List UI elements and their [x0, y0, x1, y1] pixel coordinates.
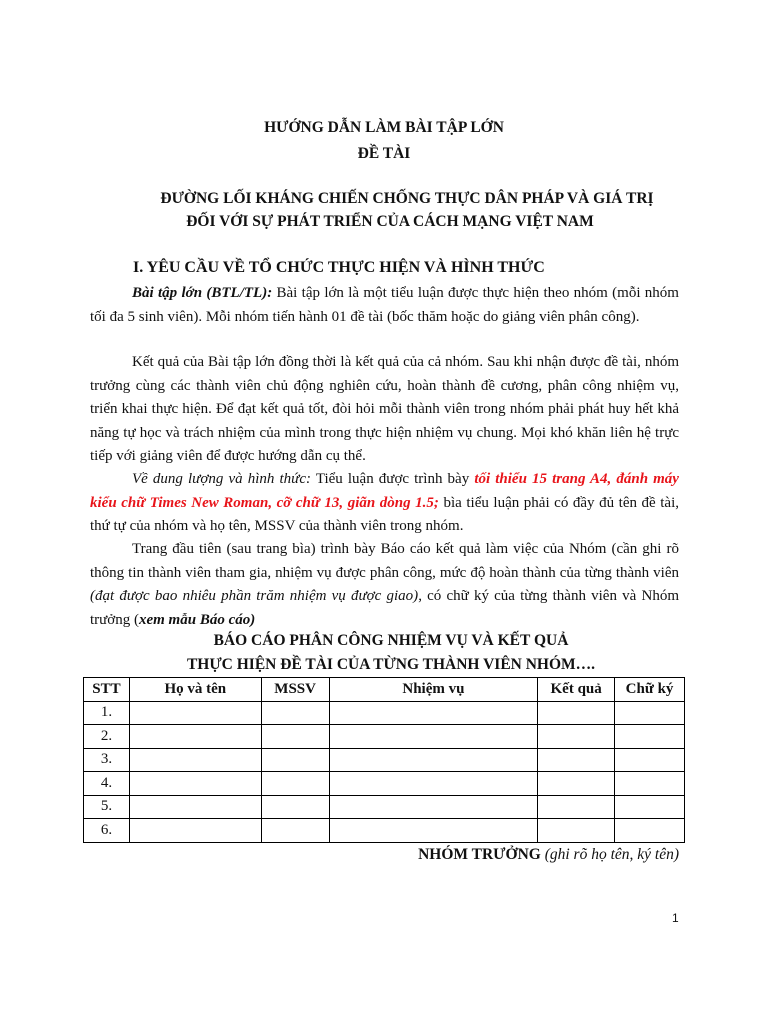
- row-number: 1.: [84, 701, 130, 725]
- row-number: 5.: [84, 795, 130, 819]
- group-leader-note: (ghi rõ họ tên, ký tên): [540, 846, 679, 863]
- paragraph-format: [90, 468, 679, 539]
- table-row: [84, 795, 685, 819]
- cell-task: [329, 701, 538, 725]
- paragraph-btl: [90, 282, 679, 329]
- cell-name: [129, 725, 261, 749]
- cell-result: [538, 819, 615, 843]
- cell-name: [129, 819, 261, 843]
- column-header-task: Nhiệm vụ: [329, 678, 538, 702]
- report-table: [83, 677, 685, 843]
- cell-task: [329, 725, 538, 749]
- paragraph-format-highlight: tối thiểu 15 trang A4, đánh máy kiểu chữ Times New Roman, cỡ chữ 13, giãn dòng 1.5;: [90, 471, 679, 511]
- cell-signature: [615, 725, 685, 749]
- cell-result: [538, 795, 615, 819]
- topic-title-line-1: ĐƯỜNG LỐI KHÁNG CHIẾN CHỐNG THỰC DÂN PHÁP VÀ GIÁ TRỊ: [160, 190, 654, 207]
- group-leader-signature-line: [418, 846, 679, 864]
- row-number: 6.: [84, 819, 130, 843]
- paragraph-first-page-italic: (đạt được bao nhiêu phần trăm nhiệm vụ được giao): [90, 588, 419, 604]
- paragraph-first-page: [90, 538, 679, 632]
- paragraph-format-text-a: Tiểu luận được trình bày: [311, 471, 475, 487]
- cell-signature: [615, 772, 685, 796]
- paragraph-btl-label: Bài tập lớn (BTL/TL):: [132, 285, 273, 301]
- column-header-signature: Chữ ký: [615, 678, 685, 702]
- cell-result: [538, 772, 615, 796]
- cell-result: [538, 701, 615, 725]
- table-header-row: [84, 678, 685, 702]
- document-title: HƯỚNG DẪN LÀM BÀI TẬP LỚN: [264, 119, 504, 136]
- row-number: 3.: [84, 748, 130, 772]
- cell-student-id: [261, 772, 329, 796]
- cell-task: [329, 795, 538, 819]
- cell-signature: [615, 701, 685, 725]
- cell-signature: [615, 795, 685, 819]
- topic-title-line-2: ĐỐI VỚI SỰ PHÁT TRIỂN CỦA CÁCH MẠNG VIỆT NAM: [186, 213, 594, 230]
- paragraph-first-page-text-a: Trang đầu tiên (sau trang bìa) trình bày Báo cáo kết quả làm việc của Nhóm (cần ghi rõ thông tin thành viên tham gia, nhiệm vụ được phân công, mức độ hoàn thành của từng thành viên: [90, 541, 679, 581]
- paragraph-first-page-text-b: , có chữ ký của từng thành viên và Nhóm trưởng (: [90, 588, 679, 628]
- cell-task: [329, 772, 538, 796]
- page-number: 1: [672, 911, 679, 925]
- cell-signature: [615, 748, 685, 772]
- column-header-stt: STT: [84, 678, 130, 702]
- table-row: [84, 819, 685, 843]
- cell-task: [329, 748, 538, 772]
- group-leader-label: NHÓM TRƯỞNG: [418, 846, 541, 863]
- cell-name: [129, 795, 261, 819]
- row-number: 4.: [84, 772, 130, 796]
- table-row: [84, 725, 685, 749]
- cell-name: [129, 772, 261, 796]
- paragraph-btl-text: Bài tập lớn là một tiểu luận được thực hiện theo nhóm (mỗi nhóm tối đa 5 sinh viên). Mỗi nhóm tiến hành 01 đề tài (bốc thăm hoặc do giảng viên phân công).: [90, 285, 679, 325]
- paragraph-format-label: Về dung lượng và hình thức:: [132, 471, 311, 487]
- cell-signature: [615, 819, 685, 843]
- column-header-result: Kết quả: [538, 678, 615, 702]
- document-subtitle: ĐỀ TÀI: [357, 145, 411, 162]
- paragraph-results: [90, 351, 679, 469]
- paragraph-format-text-b: bìa tiểu luận phải có đầy đủ tên đề tài, thứ tự của nhóm và họ tên, MSSV của thành viên trong nhóm.: [90, 494, 679, 534]
- paragraph-first-page-bold-italic: xem mẫu Báo cáo): [138, 611, 256, 628]
- row-number: 2.: [84, 725, 130, 749]
- table-row: [84, 772, 685, 796]
- paragraph-results-text: Kết quả của Bài tập lớn đồng thời là kết quả của cả nhóm. Sau khi nhận được đề tài, nhóm trưởng cùng các thành viên chủ động nghiên cứu, hoàn thành đề cương, phân công nhiệm vụ, triển khai thực hiện. Để đạt kết quả tốt, đòi hỏi mỗi thành viên trong nhóm phải phát huy hết khả năng tự học và trách nhiệm của mình trong thực hiện nhiệm vụ chung. Mọi khó khăn liên hệ trực tiếp với giảng viên để được hướng dẫn cụ thể.: [90, 354, 679, 464]
- table-row: [84, 701, 685, 725]
- cell-result: [538, 725, 615, 749]
- cell-result: [538, 748, 615, 772]
- cell-student-id: [261, 748, 329, 772]
- table-row: [84, 748, 685, 772]
- report-title-line-1: BÁO CÁO PHÂN CÔNG NHIỆM VỤ VÀ KẾT QUẢ: [213, 632, 569, 649]
- cell-name: [129, 701, 261, 725]
- cell-name: [129, 748, 261, 772]
- column-header-name: Họ và tên: [129, 678, 261, 702]
- section-heading: I. YÊU CẦU VỀ TỔ CHỨC THỰC HIỆN VÀ HÌNH THỨC: [133, 259, 545, 276]
- cell-student-id: [261, 725, 329, 749]
- report-title-line-2: THỰC HIỆN ĐỀ TÀI CỦA TỪNG THÀNH VIÊN NHÓM….: [186, 656, 596, 673]
- column-header-student-id: MSSV: [261, 678, 329, 702]
- cell-student-id: [261, 701, 329, 725]
- cell-student-id: [261, 819, 329, 843]
- cell-task: [329, 819, 538, 843]
- cell-student-id: [261, 795, 329, 819]
